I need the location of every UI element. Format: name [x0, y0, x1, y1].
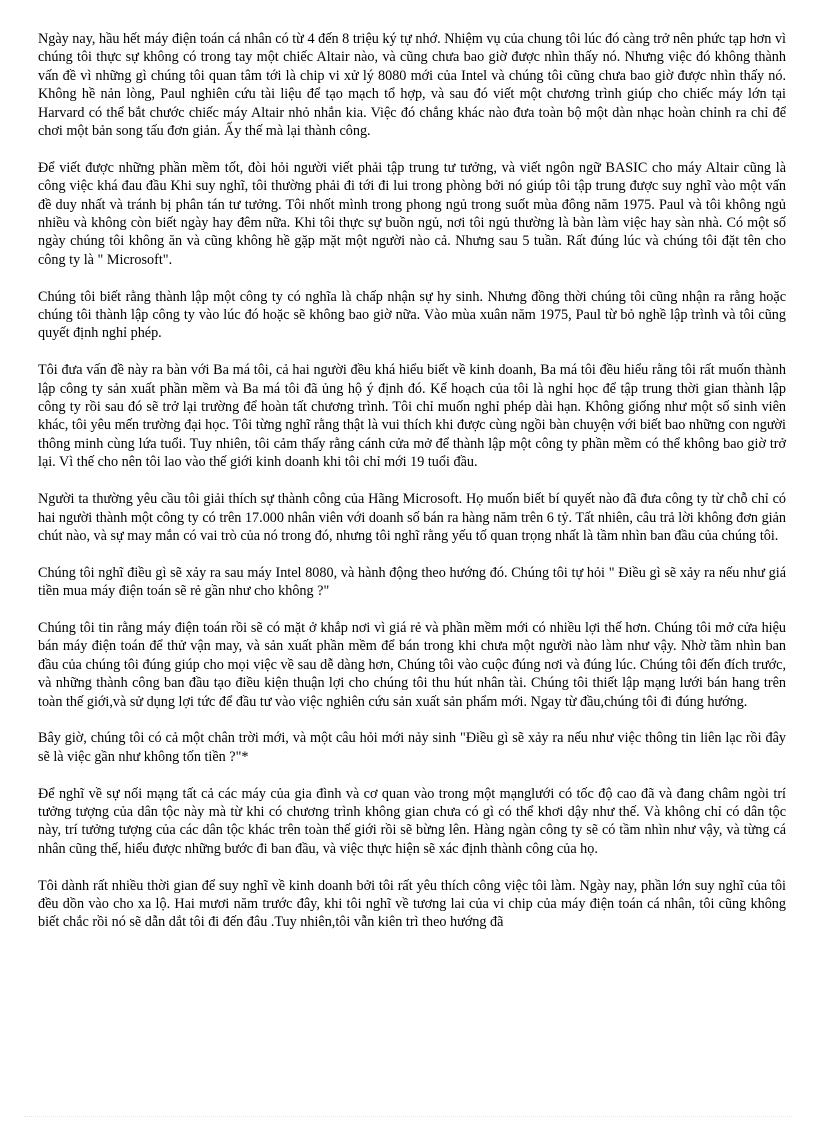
- paragraph: Ngày nay, hầu hết máy điện toán cá nhân có từ 4 đến 8 triệu ký tự nhớ. Nhiệm vụ của chung tôi lúc đó càng trở nên phức tạp hơn vì chúng tôi thực sự không có trong tay một chiếc Altair nào, và cũng chưa bao giờ được nhìn thấy nó. Nhưng việc đó không thành vấn đề vì những gì chúng tôi quan tâm tới là chip vi xử lý 8080 mới của Intel và chúng tôi cũng chưa bao giờ được nhìn thấy nó. Không hề nản lòng, Paul nghiên cứu tài liệu để tạo mạch tổ hợp, và sau đó viết một chương trình giúp cho chiếc máy lớn tại Harvard có thể bắt chước chiếc máy Altair nhỏ nhắn kia. Việc đó chẳng khác nào đưa toàn bộ một dàn nhạc hoàn chỉnh ra chỉ để chơi một bản song tấu đơn giản. Ấy thế mà lại thành công.: [38, 31, 786, 140]
- paragraph: Chúng tôi tin rằng máy điện toán rồi sẽ có mặt ở khắp nơi vì giá rẻ và phần mềm mới có nhiều lợi thế hơn. Chúng tôi mở cửa hiệu bán máy điện toán để thử vận may, và sản xuất phần mềm để bán trong khi chưa một người nào làm như vậy. Nhờ tầm nhìn ban đầu của chúng tôi đúng giúp cho mọi việc về sau dễ dàng hơn, Chúng tôi vào cuộc đúng nơi và đúng lúc. Chúng tôi đến đích trước, và những thành công ban đầu tạo điều kiện thuận lợi cho chúng tôi thu hút nhân tài. Chúng tôi thiết lập mạng lưới bán hang trên toàn thế giới,và sử dụng lợi tức để đầu tư vào việc nghiên cứu sản xuất sản phẩm mới. Ngay từ đầu,chúng tôi đi đúng hướng.: [38, 619, 786, 710]
- paragraph: Để nghĩ về sự nối mạng tất cả các máy của gia đình và cơ quan vào trong một mạnglưới có tốc độ cao đã và đang châm ngòi trí tưởng tượng của dân tộc này mà từ khi có chương trình không gian chưa có gì có thể khơi dậy như thế. Và không chỉ có dân tộc này, trí tưởng tượng của các dân tộc khác trên toàn thế giới rồi sẽ bừng lên. Hàng ngàn công ty sẽ có tầm nhìn như vậy, và từng cá nhân cũng thế, hiểu được những bước đi ban đầu, và việc thực hiện sẽ xác định thành công của họ.: [38, 785, 786, 857]
- paragraph: Bây giờ, chúng tôi có cả một chân trời mới, và một câu hỏi mới nảy sinh "Điều gì sẽ xảy ra nếu như việc thông tin liên lạc rồi đây sẽ là việc gần như không tốn tiền ?"*: [38, 730, 786, 765]
- document-body: [38, 30, 786, 950]
- paragraph: Để viết được những phần mềm tốt, đòi hỏi người viết phải tập trung tư tưởng, và viết ngôn ngữ BASIC cho máy Altair cũng là công việc khá đau đầu Khi suy nghĩ, tôi thường phải đi tới đi lui trong phòng bởi nó giúp tôi tập trung được suy nghĩ vào một vấn đề duy nhất và tránh bị phân tán tư tưởng. Tôi nhốt mình trong phong ngủ trong suốt mùa đông năm 1975. Paul và tôi không ngủ nhiều và không còn biết ngày hay đêm nữa. Khi tôi thực sự buồn ngủ, nơi tôi ngủ thường là bàn làm việc hay sàn nhà. Có một số ngày chúng tôi không ăn và cũng không hề gặp mặt một người nào cả. Nhưng sau 5 tuần. Rất đúng lúc và chúng tôi đặt tên cho công ty là " Microsoft".: [38, 159, 786, 268]
- paragraph: Tôi dành rất nhiều thời gian để suy nghĩ về kinh doanh bởi tôi rất yêu thích công việc tôi làm. Ngày nay, phần lớn suy nghĩ của tôi đều dồn vào cho xa lộ. Hai mươi năm trước đây, khi tôi nghĩ về tương lai của vi chip của máy điện toán cá nhân, tôi cũng không biết chắc rồi nó sẽ dẫn dắt tôi đi đến đâu .Tuy nhiên,tôi vẫn kiên trì theo hướng đã: [38, 877, 786, 931]
- paragraph: Chúng tôi nghĩ điều gì sẽ xảy ra sau máy Intel 8080, và hành động theo hướng đó. Chúng tôi tự hỏi " Điều gì sẽ xảy ra nếu như giá tiền mua máy điện toán sẽ rẻ gần như cho không ?": [38, 564, 786, 600]
- page-edge: [24, 1116, 792, 1117]
- paragraph: Chúng tôi biết rằng thành lập một công ty có nghĩa là chấp nhận sự hy sinh. Nhưng đồng thời chúng tôi cũng nhận ra rằng hoặc chúng tôi thành lập công ty vào lúc đó hoặc sẽ không bao giờ nữa. Vào mùa xuân năm 1975, Paul từ bỏ nghề lập trình và tôi cũng quyết định nghỉ phép.: [38, 288, 786, 342]
- paragraph: Tôi đưa vấn đề này ra bàn với Ba má tôi, cả hai người đều khá hiểu biết về kinh doanh, Ba má tôi đều hiểu rằng tôi rất muốn thành lập công ty sản xuất phần mềm và Ba má tôi đã ủng hộ ý định đó. Kế hoạch của tôi là nghỉ học để tập trung thời gian thành lập công ty rồi sau đó sẽ trở lại trường để hoàn tất chương trình. Tôi chỉ muốn nghỉ phép dài hạn. Không giống như một số sinh viên khác, tôi yêu mến trường đại học. Tôi từng nghĩ rằng thật là vui thích khi được cùng ngồi bàn chuyện với biết bao những con người thông minh cùng lứa tuổi. Tuy nhiên, tôi cảm thấy rằng cánh cửa mở để thành lập một công ty phần mềm có thể không bao giờ trở lại. Vì thế cho nên tôi lao vào thế giới kinh doanh khi tôi chỉ mới 19 tuổi đầu.: [38, 362, 786, 471]
- paragraph: Người ta thường yêu cầu tôi giải thích sự thành công của Hãng Microsoft. Họ muốn biết bí quyết nào đã đưa công ty từ chỗ chỉ có hai người thành một công ty có trên 17.000 nhân viên với doanh số bán ra hàng năm trên 6 tỷ. Tất nhiên, câu trả lời không đơn giản chút nào, và sự may mắn có vai trò của nó trong đó, nhưng tôi nghĩ rằng yếu tố quan trọng nhất là tầm nhìn ban đầu của chúng tôi.: [38, 491, 786, 544]
